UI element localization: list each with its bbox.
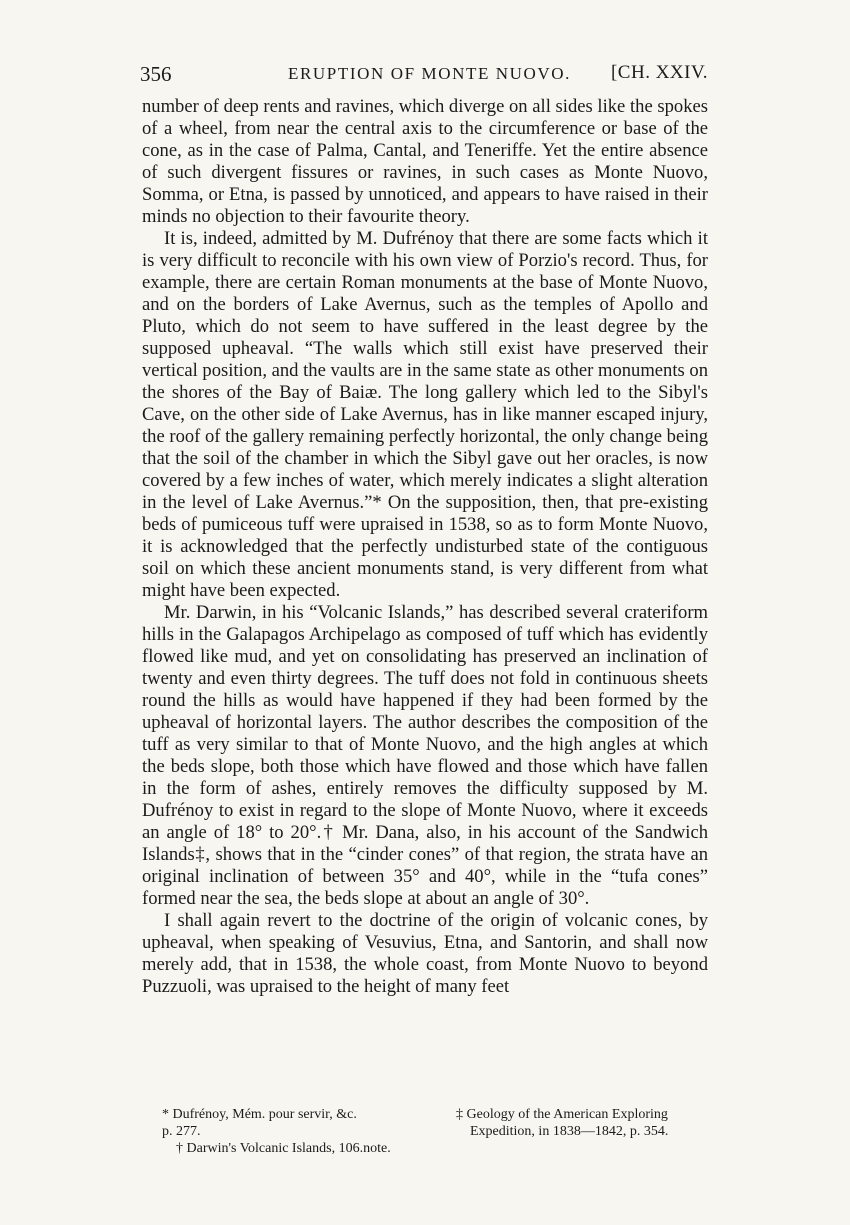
chapter-marker: [CH. XXIV. bbox=[610, 62, 708, 83]
body-text bbox=[142, 96, 708, 998]
footnote-dufrenoy-page: p. 277. bbox=[162, 1124, 201, 1139]
footnote-geology: ‡ Geology of the American Exploring bbox=[456, 1107, 668, 1122]
footnote-geology-cont: Expedition, in 1838—1842, p. 354. bbox=[470, 1124, 669, 1139]
paragraph-dufrenoy: It is, indeed, admitted by M. Dufrénoy that there are some facts which it is very difficult to reconcile with his own view of Porzio's record. Thus, for example, there are certain Roman monuments at the base of Monte Nuovo, and on the borders of Lake Avernus, such as the temples of Apollo and Pluto, which do not seem to have suffered in the least degree by the supposed upheaval. “The walls which still exist have preserved their vertical position, and the vaults are in the same state as other monuments on the shores of the Bay of Baiæ. The long gallery which led to the Sibyl's Cave, on the other side of Lake Avernus, has in like manner escaped injury, the roof of the gallery remaining perfectly horizontal, the only change being that the soil of the chamber in which the Sibyl gave out her oracles, is now covered by a few inches of water, which merely indicates a slight alteration in the level of Lake Avernus.”* On the supposition, then, that pre-existing beds of pumiceous tuff were upraised in 1538, so as to form Monte Nuovo, it is acknowledged that the perfectly undisturbed state of the contiguous soil on which these ancient monuments stand, is very different from what might have been expected. bbox=[142, 228, 708, 601]
footnote-darwin: † Darwin's Volcanic Islands, 106.note. bbox=[176, 1141, 391, 1156]
running-title: ERUPTION OF MONTE NUOVO. bbox=[288, 64, 572, 83]
running-head bbox=[140, 62, 710, 94]
footnote-column-right bbox=[456, 1106, 710, 1140]
paragraph-upheaval: I shall again revert to the doctrine of the origin of volcanic cones, by upheaval, when speaking of Vesuvius, Etna, and Santorin, and shall now merely add, that in 1538, the whole coast, from Monte Nuovo to beyond Puzzuoli, was upraised to the height of many feet bbox=[142, 910, 708, 997]
paragraph-continued: number of deep rents and ravines, which diverge on all sides like the spokes of a wheel, from near the central axis to the circumference or base of the cone, as in the case of Palma, Cantal, and Teneriffe. Yet the entire absence of such divergent fissures or ravines, in such cases as Monte Nuovo, Somma, or Etna, is passed by unnoticed, and appears to have raised in their minds no objection to their favourite theory. bbox=[142, 96, 708, 227]
paragraph-darwin: Mr. Darwin, in his “Volcanic Islands,” has described several crateriform hills in the Galapagos Archipelago as composed of tuff which has evidently flowed like mud, and yet on consolidating has preserved an inclination of twenty and even thirty degrees. The tuff does not fold in continuous sheets round the hills as would have happened if they had been formed by the upheaval of horizontal layers. The author describes the composition of the tuff as very similar to that of Monte Nuovo, and the high angles at which the beds slope, both those which have flowed and those which have fallen in the form of ashes, entirely removes the difficulty supposed by M. Dufrénoy to exist in regard to the slope of Monte Nuovo, where it exceeds an angle of 18° to 20°.† Mr. Dana, also, in his account of the Sandwich Islands‡, shows that in the “cinder cones” of that region, the strata have an original inclination of between 35° and 40°, while in the “tufa cones” formed near the sea, the beds slope at about an angle of 30°. bbox=[142, 602, 708, 909]
footnote-dufrenoy: * Dufrénoy, Mém. pour servir, &c. bbox=[162, 1107, 357, 1122]
footnote-column-left bbox=[162, 1106, 442, 1157]
page-number: 356 bbox=[140, 62, 172, 86]
